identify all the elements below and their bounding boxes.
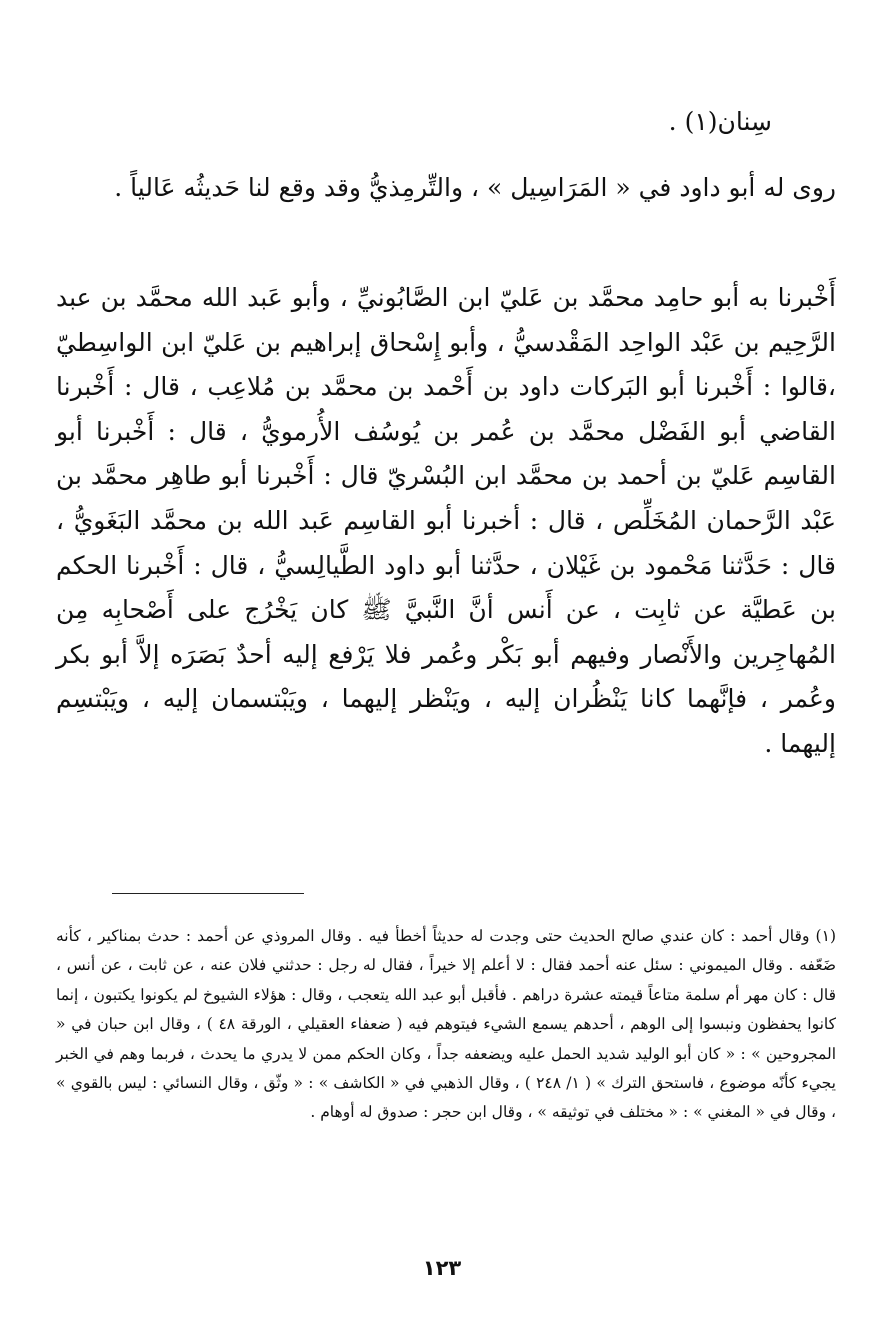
footnote-separator — [112, 893, 304, 894]
paragraph-narration: روى له أبو داود في « المَرَاسِيل » ، والتِّرمِذيُّ وقد وقع لنا حَديثُه عَالياً . — [114, 173, 836, 202]
continued-line: سِنان(١) . — [668, 107, 772, 136]
paragraph-hadith-chain: أَخْبرنا به أبو حامِد محمَّد بن عَليّ ابن الصَّابُونيِّ ، وأبو عَبد الله محمَّد بن عبد الرَّحِيم بن عَبْد الواحِد المَقْدسيُّ ، وأبو إِسْحاق إبراهيم بن عَليّ ابن الواسِطيّ ،قالوا : أَخْبرنا أبو البَركات داود بن أَحْمد بن محمَّد بن مُلاعِب ، قال : أَخْبرنا القاضي أبو الفَضْل محمَّد بن عُمر بن يُوسُف الأُرمويُّ ، قال : أَخْبرنا أبو القاسِم عَليّ بن أحمد بن محمَّد ابن البُسْريّ قال : أَخْبرنا أبو طاهِر محمَّد بن عَبْد الرَّحمان المُخَلِّص ، قال : أخبرنا أبو القاسِم عَبد الله بن محمَّد البَغَويُّ ، قال : حَدَّثنا مَحْمود بن غَيْلان ، حدَّثنا أبو داود الطَّيالِسيُّ ، قال : أَخْبرنا الحكم بن عَطيَّة عن ثابِت ، عن أَنس أنَّ النَّبيَّ ﷺ كان يَخْرُج على أَصْحابِه مِن المُهاجِرين والأَنْصار وفيهم أبو بَكْر وعُمر فلا يَرْفع إليه أحدٌ بَصَرَه إلاَّ أبو بكر وعُمر ، فإنَّهما كانا يَنْظُران إليه ، ويَنْظر إليهما ، ويَبْتسمان إليه ، ويَبْتسِم إليهما . — [56, 283, 836, 758]
footnote: (١) وقال أحمد : كان عندي صالح الحديث حتى وجدت له حديثاً أخطأ فيه . وقال المروذي عن أحمد : حدث بمناكير ، كأنه ضَعّفه . وقال الميموني : سئل عنه أحمد فقال : لا أعلم إلا خيراً ، فقال له رجل : حدثني فلان عنه ، عن ثابت ، عن أنس ، قال : كان مهر أم سلمة متاعاً قيمته عشرة دراهم . فأقبل أبو عبد الله يتعجب ، وقال : هؤلاء الشيوخ لم يكونوا يكتبون ، إنما كانوا يحفظون ونبسوا إلى الوهم ، أحدهم يسمع الشيء فيتوهم فيه ( ضعفاء العقيلي ، الورقة ٤٨ ) ، وقال ابن حبان في « المجروحين » : « كان أبو الوليد شديد الحمل عليه ويضعفه جداً ، وكان الحكم ممن لا يدري ما يحدث ، فربما وهم في الخبر يجيء كأنّه موضوع ، فاستحق الترك » ( ١/ ٢٤٨ ) ، وقال الذهبي في « الكاشف » : « وثّق ، وقال النسائي : ليس بالقوي » ، وقال في « المغني » : « مختلف في توثيقه » ، وقال ابن حجر : صدوق له أوهام . — [56, 927, 836, 1122]
page-number: ١٢٣ — [422, 1256, 462, 1280]
